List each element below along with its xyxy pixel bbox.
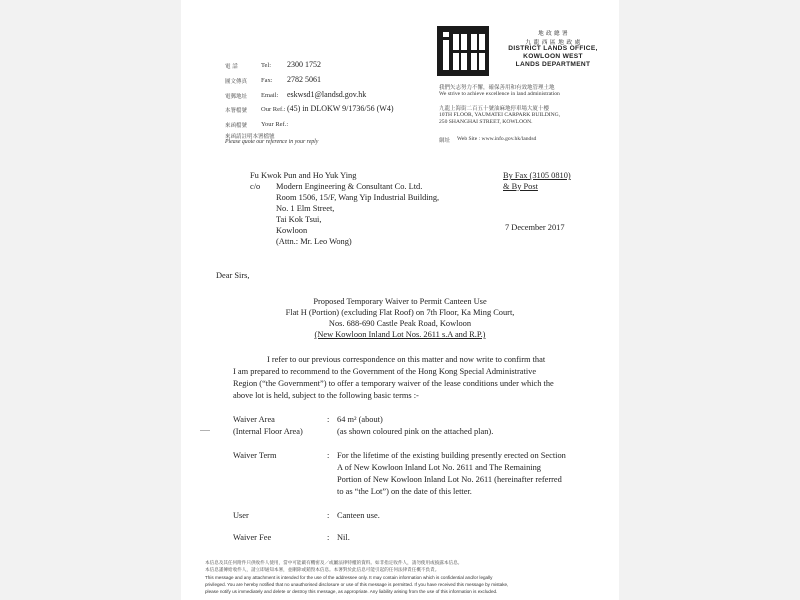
- term-value-waiver-term: A of New Kowloon Inland Lot No. 2611 and The Remaining: [337, 463, 541, 472]
- term-value-waiver-term: to as “the Lot”) on the date of this letter.: [337, 487, 472, 496]
- recipient-line: No. 1 Elm Street,: [276, 204, 335, 213]
- term-value-waiver-term: For the lifetime of the existing building presently erected on Section: [337, 451, 566, 460]
- recipient-line: Kowloon: [276, 226, 308, 235]
- office-address-line2: 250 SHANGHAI STREET, KOWLOON.: [439, 119, 533, 125]
- office-name-cn-2: 九 龍 西 區 地 政 處: [525, 40, 581, 46]
- email-label: Email:: [261, 92, 279, 99]
- term-colon: :: [327, 451, 330, 460]
- subject-line: Nos. 688-690 Castle Peak Road, Kowloon: [328, 319, 472, 328]
- footer-disclaimer-cn: 本信息及其任何附件只供收件人使用，當中可能載有機密及／或屬法律特權的資料。如非指定收件人，請勿使用或披露本信息。: [205, 561, 463, 566]
- subject-lot-numbers: (New Kowloon Inland Lot Nos. 2611 s.A and R.P.): [314, 330, 486, 339]
- recipient-care-of: c/o: [250, 182, 261, 191]
- term-colon: :: [327, 511, 330, 520]
- tel-cn-label: 電 話: [225, 64, 238, 70]
- office-website-cn: 網址: [439, 138, 451, 144]
- your-ref-label: Your Ref.:: [261, 121, 289, 128]
- body-paragraph-line: Region (“the Government”) to offer a temporary waiver of the lease conditions under which the: [233, 379, 554, 388]
- body-paragraph-line: above lot is held, subject to the following basic terms :-: [233, 391, 419, 400]
- office-address-line1: 10TH FLOOR, YAUMATEI CARPARK BUILDING,: [439, 112, 561, 118]
- recipient-names: Fu Kwok Pun and Ho Yuk Ying: [250, 171, 357, 180]
- recipient-line: Modern Engineering & Consultant Co. Ltd.: [276, 182, 423, 191]
- office-website: Web Site : www.info.gov.hk/landsd: [457, 136, 537, 142]
- term-label-waiver-fee: Waiver Fee: [233, 533, 272, 542]
- footer-disclaimer-cn: 本信息謹傳給收件人，請立即通知本署，並刪除或銷毀本信息。本署對於此信息可能引起的任何法律責任概不負責。: [205, 568, 440, 573]
- term-label-waiver-term: Waiver Term: [233, 451, 277, 460]
- salutation: Dear Sirs,: [216, 271, 250, 280]
- subject-line: Flat H (Portion) (excluding Flat Roof) on 7th Floor, Ka Ming Court,: [285, 308, 515, 317]
- tel-value: 2300 1752: [287, 60, 321, 69]
- letter-date: 7 December 2017: [505, 223, 565, 232]
- office-name-line2: KOWLOON WEST: [523, 53, 583, 60]
- footer-disclaimer-en: privileged. You are hereby notified that no unauthorised disclosure or use of this message is permitted. If you have received this message by mistake,: [205, 582, 509, 587]
- our-ref-value: (45) in DLOKW 9/1736/56 (W4): [287, 104, 394, 113]
- our-ref-label: Our Ref.:: [261, 106, 286, 113]
- term-label-internal-floor-area: (Internal Floor Area): [233, 427, 303, 436]
- quote-ref-cn: 來函請註明本署檔號: [225, 134, 275, 140]
- fax-cn-label: 圖文傳真: [225, 79, 248, 85]
- office-motto-cn: 我們矢志努力不懈，確保善用和有效地管理土地: [439, 85, 555, 91]
- lands-department-logo: [437, 26, 489, 76]
- term-value-user: Canteen use.: [337, 511, 380, 520]
- term-value-waiver-fee: Nil.: [337, 533, 350, 542]
- fax-label: Fax:: [261, 77, 273, 84]
- fax-value: 2782 5061: [287, 75, 321, 84]
- tel-label: Tel:: [261, 62, 272, 69]
- letter-page: [181, 0, 619, 600]
- office-name-line1: DISTRICT LANDS OFFICE,: [508, 45, 598, 52]
- footer-disclaimer-en: please notify us immediately and delete or destroy this message, as appropriate. Any liability arising from the use of this information is excluded.: [205, 589, 498, 594]
- footer-disclaimer-en: This message and any attachment is intended for the use of the addressee only. It may contain information which is confidential and/or legally: [205, 575, 493, 580]
- delivery-by-fax: By Fax (3105 0810): [503, 171, 571, 180]
- recipient-line: Tai Kok Tsui,: [276, 215, 322, 224]
- body-paragraph-line: I am prepared to recommend to the Government of the Hong Kong Special Administrative: [233, 367, 537, 376]
- margin-mark: -----: [200, 428, 210, 434]
- term-label-waiver-area: Waiver Area: [233, 415, 275, 424]
- recipient-line: (Attn.: Mr. Leo Wong): [276, 237, 352, 246]
- term-label-user: User: [233, 511, 249, 520]
- your-ref-cn-label: 來函檔號: [225, 123, 248, 129]
- delivery-by-post: & By Post: [503, 182, 538, 191]
- office-name-line3: LANDS DEPARTMENT: [515, 61, 591, 68]
- subject-line: Proposed Temporary Waiver to Permit Canteen Use: [313, 297, 487, 306]
- body-paragraph-line: I refer to our previous correspondence on this matter and now write to confirm that: [267, 355, 546, 364]
- term-colon: :: [327, 415, 330, 424]
- office-address-cn: 九龍上海街二百五十號油麻地停車場大廈十樓: [439, 106, 550, 112]
- email-cn-label: 電郵地址: [225, 94, 248, 100]
- office-name-cn-1: 地 政 總 署: [538, 31, 568, 37]
- email-value: eskwsd1@landsd.gov.hk: [287, 90, 367, 99]
- quote-ref-en: Please quote our reference in your reply: [225, 139, 319, 145]
- term-value-waiver-area-note: (as shown coloured pink on the attached plan).: [337, 427, 494, 436]
- recipient-line: Room 1506, 15/F, Wang Yip Industrial Building,: [276, 193, 440, 202]
- term-value-waiver-term: Portion of New Kowloon Inland Lot No. 2611 (hereinafter referred: [337, 475, 562, 484]
- subject-line-underlined: [181, 329, 619, 340]
- term-value-waiver-area: 64 m² (about): [337, 415, 383, 424]
- our-ref-cn-label: 本署檔號: [225, 108, 248, 114]
- lands-department-logo-icon: [437, 26, 489, 76]
- term-colon: :: [327, 533, 330, 542]
- office-motto-en: We strive to achieve excellence in land administration: [439, 91, 560, 97]
